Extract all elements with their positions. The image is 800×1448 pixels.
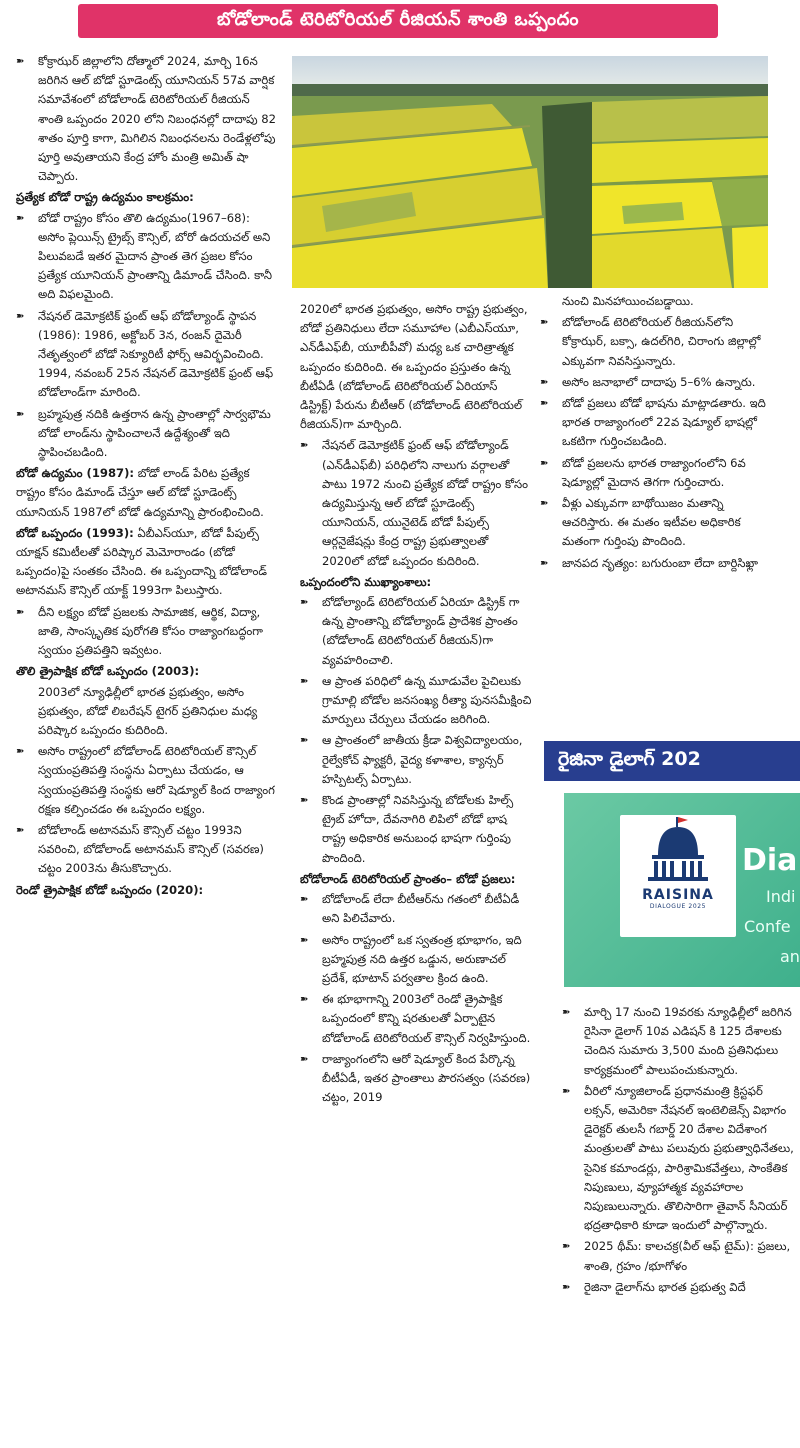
list-item-text: నేషనల్ డెమోక్రటిక్ ఫ్రంట్ ఆఫ్ బోడోల్యాండ్ స్థాపన (1986): 1986, అక్టోబర్ 3న, రంజన్ దైమెరీ నేతృత్వంలో బోడో సెక్యూరిటీ ఫోర్స్ ఆవిర్భవించింది. 1994, నవంబర్ 25న నేషనల్ డెమోక్రటిక్ ఫ్రంట్ ఆఫ్ బోడోలాండ్‌గా మారింది.	[38, 308, 274, 400]
list-item-text: మార్చి 17 నుంచి 19వరకు న్యూఢిల్లీలో జరిగిన రైసినా డైలాగ్ 10వ ఎడిషన్ కి 125 దేశాలకు చెందిన సుమారు 3,500 మంది ప్రతినిధులు కార్యక్రమంలో పాలుపంచుకున్నారు.	[584, 1005, 792, 1077]
image-text-line: Confe	[744, 917, 791, 936]
section-heading: తొలి త్రైపాక్షిక బోడో ఒప్పందం (2003):	[16, 664, 200, 679]
arrow-bullet-icon: ➽	[16, 310, 25, 322]
list-item	[16, 52, 278, 186]
paragraph: నుంచి మినహాయించబడ్డాయి.	[562, 294, 694, 308]
paragraph	[16, 464, 278, 522]
image-text-line: an	[780, 947, 800, 966]
list-item-text: జానపద నృత్యం: బగురుంబా లేదా బార్దిసిఖ్లా	[562, 555, 758, 570]
list-item-text: రాజ్యాంగంలోని ఆరో షెడ్యూల్ కింద పేర్కొన్న బీటీఏడీ, ఇతర ప్రాంతాలు పౌరసత్వం (సవరణ) చట్టం, 2019	[322, 1051, 531, 1105]
arrow-bullet-icon: ➽	[300, 894, 309, 906]
timeline-heading: ప్రత్యేక బోడో రాష్ట్ర ఉద్యమం కాలక్రమం:	[16, 190, 194, 205]
field-illustration	[292, 56, 768, 288]
list-item	[300, 990, 532, 1048]
arrow-bullet-icon: ➽	[16, 56, 25, 67]
paragraph: 2003లో న్యూఢిల్లీలో భారత ప్రభుత్వం, అసోం ప్రభుత్వం, బోడో లిబరేషన్ టైగర్ ప్రతినిధుల మధ్య పరిష్కార ఒప్పందం కుదిరింది.	[38, 684, 258, 737]
arrow-bullet-icon: ➽	[540, 457, 549, 469]
arrow-bullet-icon: ➽	[540, 398, 549, 410]
arrow-bullet-icon: ➽	[540, 498, 549, 510]
arrow-bullet-icon: ➽	[562, 1241, 571, 1253]
raisina-section-header	[544, 741, 800, 781]
list-item-text: ఈ భూభాగాన్ని 2003లో రెండో త్రైపాక్షిక ఒప్పందంలో కొన్ని షరతులతో ఏర్పాటైన బోడోలాండ్ టెరిటోరియల్ కౌన్సిల్ నిర్వహిస్తుంది.	[322, 992, 531, 1045]
image-text-line: Indi	[766, 887, 796, 906]
list-item	[300, 672, 532, 730]
arrow-bullet-icon: ➽	[300, 795, 309, 807]
list-item	[300, 931, 532, 989]
list-item-text: బోడోల్యాండ్ టెరిటోరియల్ ఏరియా డిస్ట్రిక్ గా ఉన్న ప్రాంతాన్ని బోడోల్యాండ్ ప్రాదేశిక ప్రాంతం (బోడోలాండ్ టెరిటోరియల్ రీజియన్)గా వ్యవహరించాలి.	[322, 595, 520, 667]
arrow-bullet-icon: ➽	[300, 1053, 309, 1065]
arrow-bullet-icon: ➽	[300, 994, 309, 1006]
list-item	[562, 1237, 794, 1275]
arrow-bullet-icon: ➽	[300, 934, 309, 946]
list-item	[16, 742, 278, 819]
list-item-text: 2025 థీమ్: కాలచక్ర(వీల్ ఆఫ్ టైమ్): ప్రజలు, శాంతి, గ్రహం /భూగోళం	[584, 1239, 791, 1273]
paragraph-text: ఏబీఎస్‌యూ, బోడో పీపుల్స్ యాక్షన్ కమిటీలతో పరిష్కార మెమోరాండం (బోడో ఒప్పందం)పై సంతకం చేసింది. ఈ ఒప్పందాన్ని బోడోలాండ్ అటానమస్ కౌన్సిల్ యాక్ట్ 1993గా పిలుస్తారు.	[16, 525, 267, 598]
page-title-banner	[78, 4, 718, 38]
list-item-text: బోడోలాండ్ అటానమస్ కౌన్సిల్ చట్టం 1993ని సవరించి, బోడోలాండ్ అటానమస్ కౌన్సిల్ (సవరణ) చట్టం 2003ను తీసుకొచ్చారు.	[38, 822, 264, 876]
list-item-text: అసోం రాష్ట్రంలో ఒక స్వతంత్ర భూభాగం, ఇది బ్రహ్మపుత్ర నది ఉత్తర ఒడ్డున, అరుణాచల్ ప్రదేశ్, భూటాన్ పర్వతాల క్రింద ఉంది.	[322, 932, 522, 985]
arrow-bullet-icon: ➽	[562, 1085, 571, 1097]
list-item	[300, 436, 532, 570]
list-item-text: రైజినా డైలాగ్‌ను భారత ప్రభుత్వ విదే	[584, 1279, 746, 1294]
list-item-text: బోడోలాండ్ లేదా బీటీఆర్‌ను గతంలో బీటీఏడీ అని పిలిచేవారు.	[322, 892, 520, 926]
aerial-field-photo	[292, 56, 768, 288]
intro-paragraph: కోక్రాఝర్ జిల్లాలోని దోత్మాలో 2024, మార్చి 16న జరిగిన ఆల్ బోడో స్టూడెంట్స్ యూనియన్ 57వ వార్షిక సమావేశంలో బోడోలాండ్ టెరిటోరియల్ రీజియన్ శాంతి ఒప్పందం 2020 లోని నిబంధనల్లో దాదాపు 82 శాతం పూర్తి కాగా, మిగిలిన నిబంధనలను రెండేళ్లలోపు పూర్తి అవుతాయని కేంద్ర హోం మంత్రి అమిత్ షా చెప్పారు.	[38, 54, 277, 184]
arrow-bullet-icon: ➽	[16, 746, 25, 758]
arrow-bullet-icon: ➽	[300, 675, 309, 687]
list-item	[16, 307, 278, 403]
list-item-text: కొండ ప్రాంతాల్లో నివసిస్తున్న బోడోలకు హిల్స్ ట్రైబ్ హోదా, దేవనాగిరి లిపిలో బోడో భాష రాష్ట్ర అధికారిక అనుబంధ భాషగా గుర్తింపు పొందింది.	[322, 793, 514, 865]
list-item-text: అసోం రాష్ట్రంలో బోడోలాండ్ టెరిటోరియల్ కౌన్సిల్ స్వయంప్రతిపత్తి సంస్థను ఏర్పాటు చేయడం, ఆ స్వయంప్రతిపత్తి సంస్థకు ఆరో షెడ్యూల్ కింద రాజ్యాంగ రక్షణ కల్పించడం ఈ ఒప్పందం లక్ష్యం.	[38, 744, 275, 816]
list-item	[300, 791, 532, 868]
arrow-bullet-icon: ➽	[16, 824, 25, 836]
list-item-text: బోడో ప్రజలు బోడో భాషను మాట్లాడతారు. ఇది భారత రాజ్యాంగంలో 22వ షెడ్యూల్ భాషల్లో ఒకటిగా గుర్తించబడింది.	[562, 396, 766, 449]
list-item	[16, 603, 278, 661]
list-item	[16, 821, 278, 879]
arrow-bullet-icon: ➽	[540, 317, 549, 329]
paragraph-label: బోడో ఒప్పందం (1993):	[16, 525, 134, 540]
list-item-text: ఆ ప్రాంత పరిధిలో ఉన్న మూడువేల పైచిలుకు గ్రామాల్లి బోడోల జనసంఖ్య రీత్యా పునసమీక్షించి మార్పులు చేర్పులు చేయడం జరిగింది.	[322, 673, 532, 727]
arrow-bullet-icon: ➽	[16, 408, 25, 420]
raisina-section-title: రైజినా డైలాగ్ 202	[558, 747, 701, 770]
page-title: బోడోలాండ్ టెరిటోరియల్ రీజియన్ శాంతి ఒప్పందం	[217, 8, 579, 30]
list-item	[562, 1003, 794, 1080]
list-item	[540, 394, 776, 452]
arrow-bullet-icon: ➽	[300, 735, 309, 747]
list-item-text: వీరిలో న్యూజిలాండ్ ప్రధానమంత్రి క్రిస్టఫర్ లక్సన్, అమెరికా నేషనల్ ఇంటెలిజెన్స్ విభాగం డైరెక్టర్ తులసీ గబార్డ్ 20 దేశాల విదేశాంగ మంత్రులతో పాటు పలువురు ప్రభుత్వాధినేతలు, సైనిక కమాండర్లు, పారిశ్రామికవేత్తలు, సాంకేతిక నిపుణులు, వ్యూహాత్మక వ్యవహారాల నిపుణులున్నారు. తొలిసారిగా తైవాన్ సీనియర్ భద్రతాధికారి కూడా ఇందులో పాల్గొన్నారు.	[584, 1083, 794, 1233]
column-1	[16, 52, 278, 901]
list-item	[300, 1050, 532, 1108]
list-item	[540, 454, 776, 492]
arrow-bullet-icon: ➽	[562, 1007, 571, 1018]
list-item-text: నేషనల్ డెమోక్రటిక్ ఫ్రంట్ ఆఫ్ బోడోల్యాండ్ (ఎన్‌డీఎఫ్‌బీ) పరిధిలోని నాలుగు వర్గాలతో పాటు 1972 నుంచి ప్రత్యేక బోడో రాష్ట్రం కోసం ఉద్యమిస్తున్న ఆల్ బోడో స్టూడెంట్స్ యూనియన్, యునైటెడ్ బోడో పీపుల్స్ ఆర్గనైజేషన్లు కేంద్ర రాష్ట్ర ప్రభుత్వాలతో 2020లో బోడో ఒప్పందం కుదిరింది.	[322, 438, 528, 568]
arrow-bullet-icon: ➽	[300, 440, 309, 452]
raisina-column	[562, 1003, 794, 1299]
paragraph: 2020లో భారత ప్రభుత్వం, అసోం రాష్ట్ర ప్రభుత్వం, బోడో ప్రతినిధులు లేదా సమూహాల (ఎబీఎస్‌యూ, ఎన్‌డీఎఫ్‌బీ, యూబీపీవో) మధ్య ఒక చారిత్రాత్మక ఒప్పందం కుదిరింది. ఈ ఒప్పందం ప్రస్తుతం ఉన్న బీటీఏడీ (బోడోలాండ్ టెరిటోరియల్ ఏరియాస్ డిస్ట్రిక్ట్) పేరును బీటీఆర్ (బోడోలాండ్ టెరిటోరియల్ రీజియన్)గా మార్చింది.	[300, 302, 528, 432]
list-item-text: ఆ ప్రాంతంలో జాతీయ క్రీడా విశ్వవిద్యాలయం, రైల్వేకోచ్ ఫ్యాక్టరీ, వైద్య కళాశాల, క్యాన్సర్ హస్పిటల్స్ ఏర్పాటు.	[322, 733, 523, 786]
section-heading: ఒప్పందంలోని ముఖ్యాంశాలు:	[300, 574, 432, 589]
list-item	[16, 405, 278, 463]
arrow-bullet-icon: ➽	[300, 597, 309, 609]
section-heading: బోడోలాండ్ టెరిటోరియల్ ప్రాంతం– బోడో ప్రజలు:	[300, 871, 516, 886]
logo-subtitle: DIALOGUE 2025	[649, 903, 707, 910]
list-item-text: బ్రహ్మపుత్ర నదికి ఉత్తరాన ఉన్న ప్రాంతాల్లో సార్వభౌమ బోడో లాండ్‌ను స్థాపించాలనే ఉద్దేశ్యంతో ఇది స్థాపించబడింది.	[38, 406, 271, 460]
list-item	[562, 1278, 794, 1297]
paragraph-text: బోడో లాండ్ పేరిట ప్రత్యేక రాష్ట్రం కోసం డిమాండ్ చేస్తూ ఆల్ బోడో స్టూడెంట్స్ యూనియన్ 1987లో బోడో ఉద్యమాన్ని ప్రారంభించింది.	[16, 466, 264, 519]
image-heading-text: Dia	[742, 843, 798, 878]
raisina-logo	[620, 815, 736, 937]
raisina-dialogue-image	[564, 793, 800, 987]
list-item-text: బోడో ప్రజలను భారత రాజ్యాంగంలోని 6వ షెడ్యూల్లో మైదాన తెగగా గుర్తించారు.	[562, 455, 746, 489]
arrow-bullet-icon: ➽	[540, 557, 549, 569]
rashtrapati-bhavan-dome-icon	[638, 815, 718, 885]
list-item	[300, 593, 532, 670]
list-item-text: వీళ్లు ఎక్కువగా బాథోయిజం మతాన్ని ఆచరిస్తారు. ఈ మతం ఇటీవల అధికారిక మతంగా గుర్తింపు పొందింది.	[562, 496, 741, 549]
column-2	[300, 300, 532, 1109]
section-heading: రెండో త్రైపాక్షిక బోడో ఒప్పందం (2020):	[16, 882, 204, 897]
arrow-bullet-icon: ➽	[16, 606, 25, 618]
list-item	[300, 731, 532, 789]
list-item	[16, 209, 278, 305]
paragraph	[16, 524, 278, 601]
list-item	[540, 494, 776, 552]
list-item-text: అసోం జనాభాలో దాదాపు 5–6% ఉన్నారు.	[562, 374, 756, 389]
list-item	[300, 890, 532, 928]
list-item	[562, 1082, 794, 1236]
arrow-bullet-icon: ➽	[16, 212, 25, 224]
logo-wordmark: RAISINA	[642, 887, 714, 903]
list-item-text: బోడో రాష్ట్రం కోసం తొలి ఉద్యమం(1967–68): అసోం ప్లెయిన్స్ ట్రైబ్స్ కౌన్సిల్, బోరో ఉదయచల్ అని పిలువబడే ఇతర మైదాన ప్రాంత తెగ ప్రజల కోసం ప్రత్యేక యూనియన్ ప్రాంతాన్ని డిమాండ్ చేసింది. కానీ అది విఫలమైంది.	[38, 210, 273, 302]
list-item-text: బోడోలాండ్ టెరిటోరియల్ రీజియన్‌లోని కోక్రాఝర్, బక్సా, ఉదల్‌గిరి, చిరాంగు జిల్లాల్లో ఎక్కువగా నివసిస్తున్నారు.	[562, 315, 761, 368]
arrow-bullet-icon: ➽	[562, 1281, 571, 1293]
list-item-text: దీని లక్ష్యం బోడో ప్రజలకు సామాజిక, ఆర్థిక, విద్యా, జాతి, సాంస్కృతిక పురోగతి కోసం రాజ్యాంగబద్ధంగా స్వయం ప్రతిపత్తిని ఇవ్వటం.	[38, 604, 263, 658]
arrow-bullet-icon: ➽	[540, 376, 549, 388]
column-3	[540, 292, 776, 575]
list-item	[540, 313, 776, 371]
list-item	[540, 373, 776, 392]
paragraph-label: బోడో ఉద్యమం (1987):	[16, 466, 135, 481]
list-item	[540, 554, 776, 573]
